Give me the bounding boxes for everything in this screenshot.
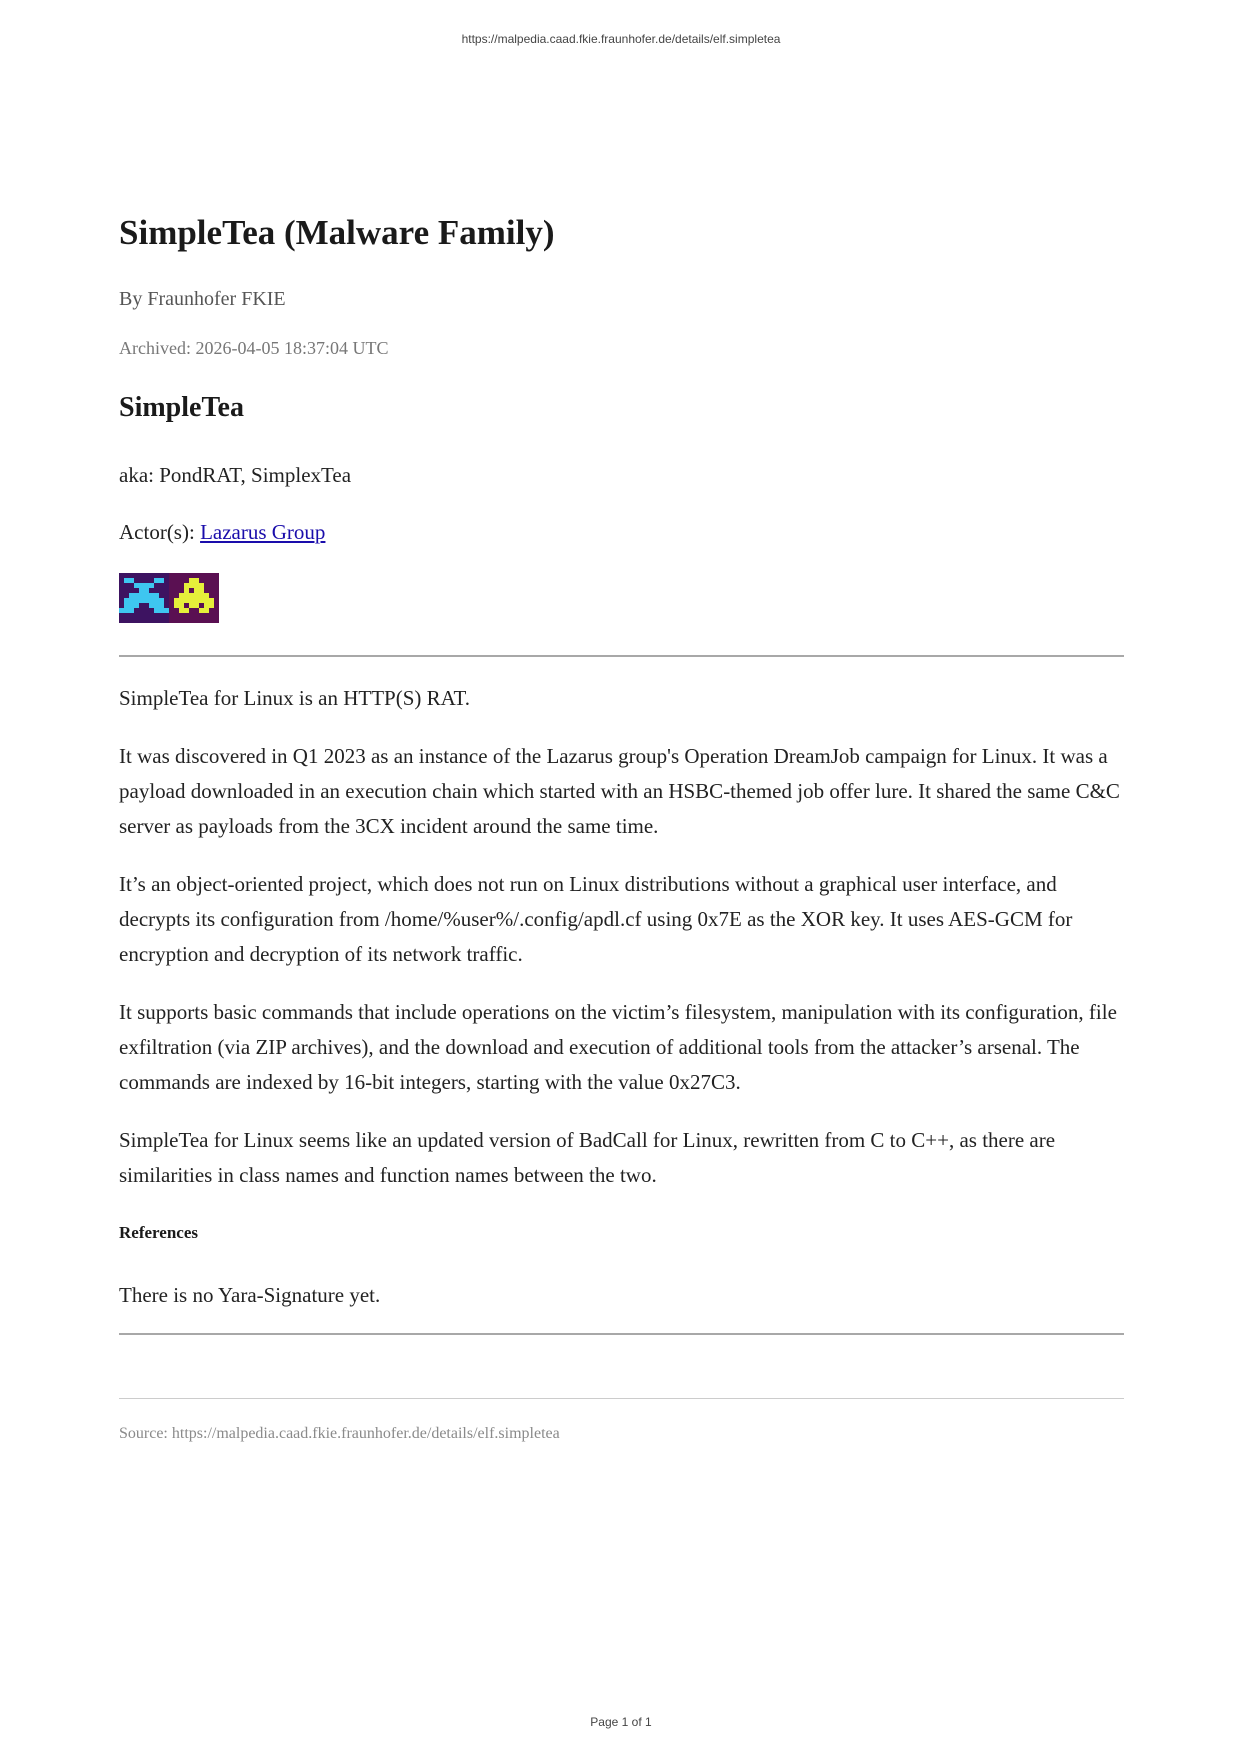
description [119, 681, 1124, 1216]
actor-link-lazarus-group[interactable]: Lazarus Group [200, 520, 326, 544]
source-line: Source: https://malpedia.caad.fkie.fraunhofer.de/details/elf.simpletea [119, 1425, 560, 1442]
page-title: SimpleTea (Malware Family) [119, 213, 555, 252]
description-paragraph: It supports basic commands that include operations on the victim’s filesystem, manipulation with its configuration, file exfiltration (via ZIP archives), and the download and execution of additional tools from the attacker’s arsenal. The commands are indexed by 16-bit integers, starting with the value 0x27C3. [119, 1000, 1117, 1094]
description-paragraph: It was discovered in Q1 2023 as an instance of the Lazarus group's Operation DreamJob campaign for Linux. It was a payload downloaded in an execution chain which started with an HSBC-themed job offer lure. It shared the same C&C server as payloads from the 3CX incident around the same time. [119, 744, 1120, 838]
elf-invader-icon [169, 573, 219, 623]
description-paragraph: SimpleTea for Linux seems like an updated version of BadCall for Linux, rewritten from C to C++, as there are similarities in class names and function names between the two. [119, 1128, 1056, 1187]
description-paragraph: It’s an object-oriented project, which does not run on Linux distributions without a graphical user interface, and decrypts its configuration from /home/%user%/.config/apdl.cf using 0x7E as the XOR key. It uses AES-GCM for encryption and decryption of its network traffic. [119, 872, 1073, 966]
byline: By Fraunhofer FKIE [119, 288, 286, 310]
divider-source [119, 1398, 1124, 1399]
divider-top [119, 655, 1124, 657]
print-header-url: https://malpedia.caad.fkie.fraunhofer.de/details/elf.simpletea [461, 32, 781, 46]
page-number: Page 1 of 1 [590, 1715, 652, 1729]
references-heading: References [119, 1223, 198, 1242]
yara-status: There is no Yara-Signature yet. [119, 1283, 381, 1307]
actors-line [119, 520, 325, 545]
divider-bottom [119, 1333, 1124, 1335]
linux-invader-icon [119, 573, 169, 623]
description-paragraph: SimpleTea for Linux is an HTTP(S) RAT. [119, 686, 471, 710]
actors-label: Actor(s): [119, 520, 201, 544]
archived-timestamp: Archived: 2026-04-05 18:37:04 UTC [119, 338, 389, 358]
platform-icons [119, 573, 219, 623]
family-name-heading: SimpleTea [119, 392, 244, 423]
aka-line: aka: PondRAT, SimplexTea [119, 463, 352, 487]
